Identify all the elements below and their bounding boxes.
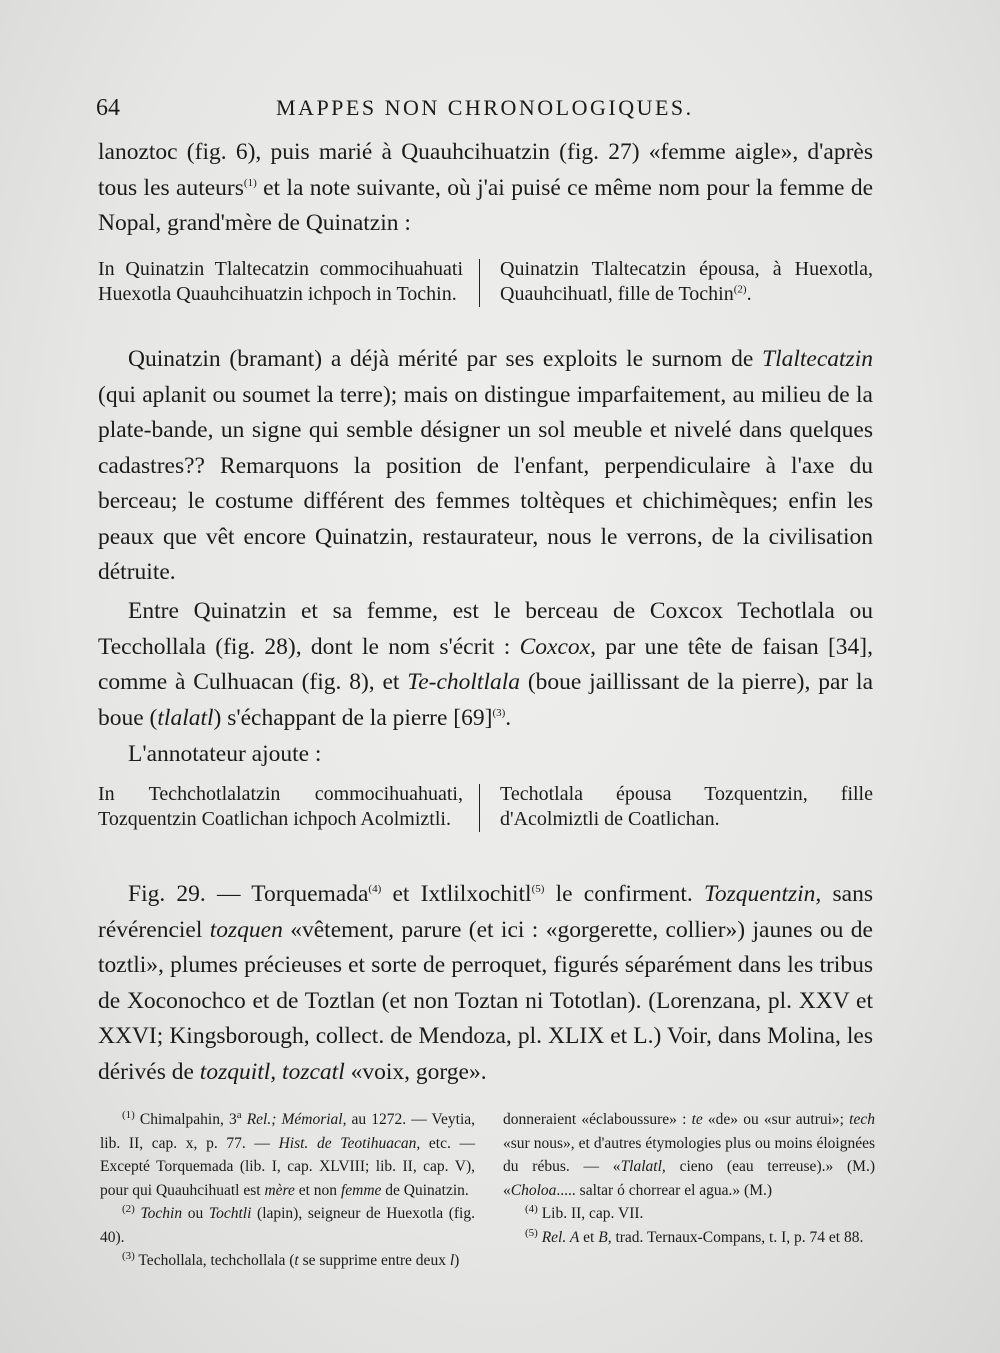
quotation-block-2 [98, 782, 873, 832]
page-number: 64 [96, 95, 120, 121]
footnote-5: $^{(5)}$ Rel. A et B, trad. Ternaux-Compans, t. I, p. 74 et 88. [525, 1226, 864, 1246]
footnote-2: $^{(2)}$ Tochin ou Tochtli (lapin), seigneur de Huexotla (fig. 40). [100, 1202, 475, 1246]
running-title: MAPPES NON CHRONOLOGIQUES. [276, 95, 694, 120]
paragraph-2: Quinatzin (bramant) a déjà mérité par ses exploits le surnom de Tlaltecatzin (qui aplanit ou soumet la terre); mais on distingue imparfaitement, au milieu de la plate-bande, un signe qui semble désigner un sol meuble et nivelé dans quelques cadastres?? Remarquons la position de l'enfant, perpendiculaire à l'axe du berceau; le costume différent des femmes toltèques et chichimèques; enfin les peaux que vêt encore Quinatzin, restaurateur, nous le verrons, de la civilisation détruite. [98, 346, 873, 585]
nahuatl-text-2: In Techchotlalatzin commocihuahuati, Tozquentzin Coatlichan ichpoch Acolmiztli. [98, 783, 463, 830]
footnote-3-continued: donneraient «éclaboussure» : te «de» ou «sur autrui»; tech «sur nous», et d'autres étymologies plus ou moins éloignées du rébus. — «Tlalatl, cieno (eau terreuse).» (M.) «Choloa..... saltar ó chorrear el agua.» (M.) [503, 1111, 875, 1199]
french-translation-1: Quinatzin Tlaltecatzin épousa, à Huexotla, Quauhcihuatl, fille de Tochin$^{(2)}$. [500, 258, 873, 305]
footnote-4: $^{(4)}$ Lib. II, cap. VII. [525, 1202, 644, 1222]
footnotes-right-column [503, 1108, 875, 1273]
paragraph-4: L'annotateur ajoute : [128, 741, 322, 767]
paragraph-5: Fig. 29. — Torquemada$^{(4)}$ et Ixtlilxochitl$^{(5)}$ le confirment. Tozquentzin, sans révérenciel tozquen «vêtement, parure (et ici : «gorgerette, collier») jaunes ou de toztli», plumes précieuses et sorte de perroquet, figurés séparément dans les tribus de Xoconochco et de Toztlan (et non Toztan ni Tototlan). (Lorenzana, pl. XXV et XXVI; Kingsborough, collect. de Mendoza, pl. XLIX et L.) Voir, dans Molina, les dérivés de tozquitl, tozcatl «voix, gorge». [98, 881, 873, 1085]
footnote-3: $^{(3)}$ Techollala, techchollala (t se supprime entre deux l) [122, 1249, 460, 1269]
footnotes-left-column [100, 1108, 503, 1273]
page-header [96, 95, 876, 129]
footnote-ref-1: (1) [243, 176, 257, 189]
footnote-1: $^{(1)}$ Chimalpahin, 3$^a$ Rel.; Mémorial, au 1272. — Veytia, lib. II, cap. x, p. 77. — Hist. de Teotihuacan, etc. — Excepté Torquemada (lib. I, cap. XLVIII; lib. II, cap. V), pour qui Quauhcihuatl est mère et non femme de Quinatzin. [100, 1108, 476, 1199]
footnotes [100, 1108, 875, 1273]
paragraph-1: lanoztoc (fig. 6), puis marié à Quauhcihuatzin (fig. 27) «femme aigle», d'après tous les auteurs$^{(1)}$ et la note suivante, où j'ai puisé ce même nom pour la femme de Nopal, grand'mère de Quinatzin : [98, 139, 873, 236]
nahuatl-text-1: In Quinatzin Tlaltecatzin commocihuahuati Huexotla Quauhcihuatzin ichpoch in Tochin. [98, 258, 463, 305]
quotation-block-1 [98, 257, 873, 307]
paragraph-3: Entre Quinatzin et sa femme, est le berceau de Coxcox Techotlala ou Tecchollala (fig. 28), dont le nom s'écrit : Coxcox, par une tête de faisan [34], comme à Culhuacan (fig. 8), et Te-choltlala (boue jaillissant de la pierre), par la boue (tlalatl) s'échappant de la pierre $[69]^{(3)}$. [98, 598, 874, 731]
french-translation-2: Techotlala épousa Tozquentzin, fille d'Acolmiztli de Coatlichan. [500, 783, 873, 830]
